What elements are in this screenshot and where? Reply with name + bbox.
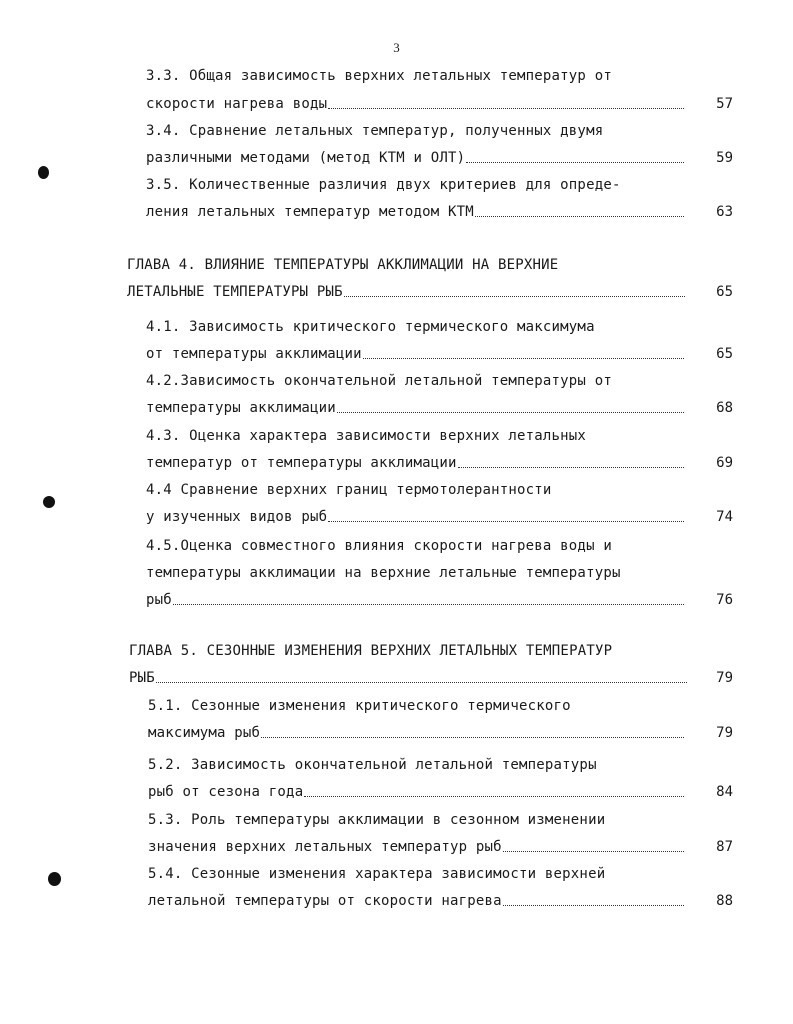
- toc-entry-4-5-line1: 4.5.Оценка совместного влияния скорости нагрева воды и: [146, 538, 612, 554]
- toc-entry-3-5-line1: 3.5. Количественные различия двух критериев для опреде-: [146, 177, 621, 193]
- toc-entry-5-2-line1: 5.2. Зависимость окончательной летальной температуры: [148, 757, 597, 773]
- toc-entry-5-4-line1: 5.4. Сезонные изменения характера зависимости верхней: [148, 866, 606, 882]
- toc-entry-4-2-line2: температуры акклимации: [146, 398, 686, 418]
- toc-entry-4-3-page: 69: [716, 455, 733, 471]
- toc-entry-5-1-line2: максимума рыб: [148, 723, 686, 743]
- page-number: 3: [393, 40, 400, 55]
- scan-speck: [38, 166, 49, 179]
- chapter-4-heading-line1: ГЛАВА 4. ВЛИЯНИЕ ТЕМПЕРАТУРЫ АККЛИМАЦИИ НА ВЕРХНИЕ: [127, 257, 559, 273]
- toc-entry-4-3-line1: 4.3. Оценка характера зависимости верхних летальных: [146, 428, 587, 444]
- chapter-4-page: 65: [716, 284, 733, 300]
- toc-entry-5-3-line1: 5.3. Роль температуры акклимации в сезонном изменении: [148, 812, 606, 828]
- chapter-5-heading-line1: ГЛАВА 5. СЕЗОННЫЕ ИЗМЕНЕНИЯ ВЕРХНИХ ЛЕТАЛЬНЫХ ТЕМПЕРАТУР: [129, 643, 613, 659]
- toc-entry-4-5-page: 76: [716, 592, 733, 608]
- toc-entry-5-4-page: 88: [716, 893, 733, 909]
- toc-entry-4-5-line2: температуры акклимации на верхние летальные температуры: [146, 565, 621, 581]
- toc-entry-5-1-page: 79: [716, 725, 733, 741]
- toc-entry-4-1-line2: от температуры акклимации: [146, 344, 686, 364]
- chapter-4-heading-line2: ЛЕТАЛЬНЫЕ ТЕМПЕРАТУРЫ РЫБ: [127, 282, 687, 302]
- toc-entry-3-5-line2: ления летальных температур методом КТМ: [146, 202, 686, 222]
- toc-entry-4-3-line2: температур от температуры акклимации: [146, 453, 686, 473]
- toc-entry-4-4-line2: у изученных видов рыб: [146, 507, 686, 527]
- toc-entry-4-4-line1: 4.4 Сравнение верхних границ термотолерантности: [146, 482, 552, 498]
- toc-entry-4-5-line3: рыб: [146, 590, 686, 610]
- scan-speck: [48, 872, 61, 886]
- toc-entry-4-1-page: 65: [716, 346, 733, 362]
- chapter-5-page: 79: [716, 670, 733, 686]
- toc-entry-3-3-line2: скорости нагрева воды: [146, 94, 686, 114]
- chapter-5-heading-line2: РЫБ: [129, 668, 689, 688]
- toc-entry-4-1-line1: 4.1. Зависимость критического термического максимума: [146, 319, 595, 335]
- toc-entry-3-4-line1: 3.4. Сравнение летальных температур, полученных двумя: [146, 123, 604, 139]
- scan-speck: [43, 496, 55, 508]
- toc-entry-3-3-line1: 3.3. Общая зависимость верхних летальных температур от: [146, 68, 612, 84]
- toc-entry-3-4-line2: различными методами (метод КТМ и ОЛТ): [146, 148, 686, 168]
- toc-entry-5-3-line2: значения верхних летальных температур рыб: [148, 837, 686, 857]
- toc-entry-3-3-page: 57: [716, 96, 733, 112]
- toc-entry-5-2-page: 84: [716, 784, 733, 800]
- toc-entry-3-4-page: 59: [716, 150, 733, 166]
- toc-entry-5-1-line1: 5.1. Сезонные изменения критического термического: [148, 698, 571, 714]
- toc-entry-4-2-page: 68: [716, 400, 733, 416]
- toc-entry-3-5-page: 63: [716, 204, 733, 220]
- toc-entry-5-4-line2: летальной температуры от скорости нагрева: [148, 891, 686, 911]
- toc-entry-4-4-page: 74: [716, 509, 733, 525]
- toc-entry-4-2-line1: 4.2.Зависимость окончательной летальной температуры от: [146, 373, 612, 389]
- toc-entry-5-3-page: 87: [716, 839, 733, 855]
- toc-entry-5-2-line2: рыб от сезона года: [148, 782, 686, 802]
